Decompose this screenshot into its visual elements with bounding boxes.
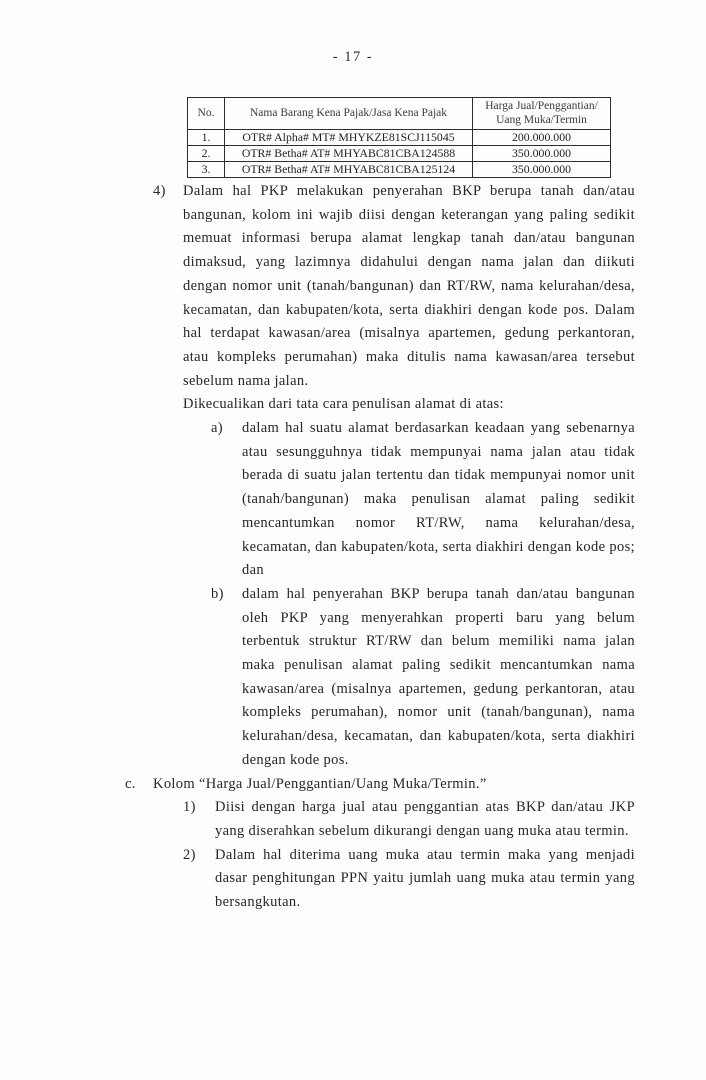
list-item-b-body <box>242 583 635 773</box>
column-header-no: No. <box>188 98 225 130</box>
list-item-c2-body <box>215 844 635 915</box>
list-marker-c2: 2) <box>183 846 196 863</box>
table-row <box>188 129 611 145</box>
paragraph-sub-c1: Diisi dengan harga jual atau penggantian atas BKP dan/atau JKP yang diserahkan sebelum dikurangi dengan uang muka atau termin. <box>215 799 635 839</box>
list-item-4-body <box>183 180 635 773</box>
paragraph-exception-intro: Dikecualikan dari tata cara penulisan alamat di atas: <box>183 396 504 413</box>
cell-nama: OTR# Alpha# MT# MHYKZE81SCJ115045 <box>225 129 473 145</box>
list-marker-a: a) <box>211 420 223 437</box>
list-marker-b: b) <box>211 585 224 602</box>
column-header-nama: Nama Barang Kena Pajak/Jasa Kena Pajak <box>225 98 473 130</box>
goods-table <box>187 97 611 178</box>
list-marker-c1: 1) <box>183 799 196 816</box>
list-marker-c: c. <box>125 775 136 792</box>
cell-no: 1. <box>188 129 225 145</box>
table-row <box>188 161 611 177</box>
list-item-a-body <box>242 417 635 583</box>
paragraph-sub-a: dalam hal suatu alamat berdasarkan keadaan yang sebenarnya atau sesungguhnya tidak mempunyai nama jalan atau tidak berada di suatu jalan tertentu dan tidak mempunyai nomor unit (tanah/bangunan) maka penulisan alamat paling sedikit mencantumkan nomor RT/RW, nama kelurahan/desa, kecamatan, dan kabupaten/kota, serta diakhiri dengan kode pos; dan <box>242 420 635 579</box>
paragraph-item4: Dalam hal PKP melakukan penyerahan BKP berupa tanah dan/atau bangunan, kolom ini wajib diisi dengan keterangan yang paling sedikit memuat informasi berupa alamat lengkap tanah dan/atau bangunan dimaksud, yang lazimnya didahului dengan nama jalan dan diikuti dengan nomor unit (tanah/bangunan) dan RT/RW, nama kelurahan/desa, kecamatan, dan kabupaten/kota, serta diakhiri dengan kode pos. Dalam hal terdapat kawasan/area (misalnya apartemen, gedung perkantoran, atau kompleks perumahan) maka ditulis nama kawasan/area tersebut sebelum nama jalan. <box>183 183 635 389</box>
cell-harga: 350.000.000 <box>473 161 611 177</box>
page-number: - 17 - <box>332 49 374 65</box>
table-header-row <box>188 98 611 130</box>
list-item-c <box>125 773 635 915</box>
cell-no: 3. <box>188 161 225 177</box>
paragraph-c-heading: Kolom “Harga Jual/Penggantian/Uang Muka/Termin.” <box>153 775 487 792</box>
list-item-c1 <box>183 796 635 843</box>
document-body <box>125 180 635 915</box>
cell-no: 2. <box>188 145 225 161</box>
paragraph-sub-b: dalam hal penyerahan BKP berupa tanah dan/atau bangunan oleh PKP yang menyerahkan properti baru yang belum terbentuk struktur RT/RW dan belum memiliki nama jalan maka penulisan alamat paling sedikit mencantumkan nama kawasan/area (misalnya apartemen, gedung perkantoran, atau kompleks perumahan), nomor unit (tanah/bangunan), nama kelurahan/desa, kecamatan, dan kabupaten/kota, serta diakhiri dengan kode pos. <box>242 585 635 768</box>
list-item-a <box>211 417 635 583</box>
paragraph-sub-c2: Dalam hal diterima uang muka atau termin maka yang menjadi dasar penghitungan PPN yaitu jumlah uang muka atau termin yang bersangkutan. <box>215 846 635 911</box>
column-header-harga: Harga Jual/Penggantian/ Uang Muka/Termin <box>473 98 611 130</box>
list-item-c-body <box>153 773 635 915</box>
list-item-c2 <box>183 844 635 915</box>
table-row <box>188 145 611 161</box>
cell-harga: 350.000.000 <box>473 145 611 161</box>
cell-nama: OTR# Betha# AT# MHYABC81CBA125124 <box>225 161 473 177</box>
list-marker-4: 4) <box>153 183 166 199</box>
list-item-4 <box>153 180 635 773</box>
cell-harga: 200.000.000 <box>473 129 611 145</box>
cell-nama: OTR# Betha# AT# MHYABC81CBA124588 <box>225 145 473 161</box>
list-item-c1-body <box>215 796 635 843</box>
list-item-b <box>211 583 635 773</box>
